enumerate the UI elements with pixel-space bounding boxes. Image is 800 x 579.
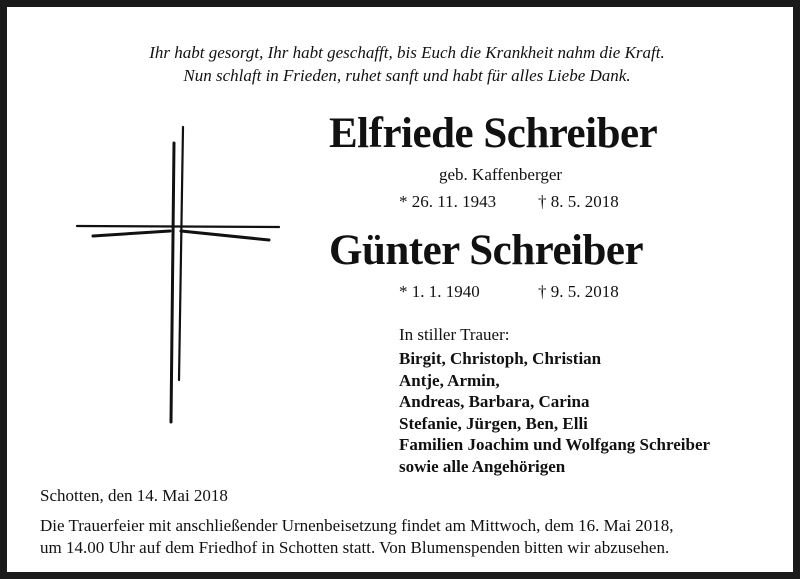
birth-date-2: * 1. 1. 1940 <box>399 282 480 301</box>
mourners-list <box>399 348 710 477</box>
memorial-quote <box>7 41 800 87</box>
funeral-notice <box>40 515 780 559</box>
deceased-name-1: Elfriede Schreiber <box>329 110 658 157</box>
maiden-name: geb. Kaffenberger <box>439 165 563 184</box>
list-item: Birgit, Christoph, Christian <box>399 349 602 368</box>
notice-line-1: Die Trauerfeier mit anschließender Urnenbeisetzung findet am Mittwoch, dem 16. Mai 2018, <box>40 516 674 535</box>
list-item: sowie alle Angehörigen <box>399 456 566 476</box>
death-date-2: † 9. 5. 2018 <box>538 282 619 301</box>
quote-line-1: Ihr habt gesorgt, Ihr habt geschafft, bis Euch die Krankheit nahm die Kraft. <box>149 43 665 62</box>
list-item: Familien Joachim und Wolfgang Schreiber <box>399 435 711 454</box>
list-item: Andreas, Barbara, Carina <box>399 392 590 411</box>
list-item: Stefanie, Jürgen, Ben, Elli <box>399 413 588 433</box>
death-date-1: † 8. 5. 2018 <box>538 192 619 211</box>
deceased-name-2: Günter Schreiber <box>329 227 644 274</box>
birth-date-1: * 26. 11. 1943 <box>399 192 497 211</box>
cross-icon <box>73 125 285 427</box>
place-date: Schotten, den 14. Mai 2018 <box>40 486 228 505</box>
notice-line-2: um 14.00 Uhr auf dem Friedhof in Schotten statt. Von Blumenspenden bitten wir abzusehen. <box>40 538 670 557</box>
quote-line-2: Nun schlaft in Frieden, ruhet sanft und habt für alles Liebe Dank. <box>183 66 631 85</box>
list-item: Antje, Armin, <box>399 370 500 390</box>
mourning-label: In stiller Trauer: <box>399 325 510 344</box>
